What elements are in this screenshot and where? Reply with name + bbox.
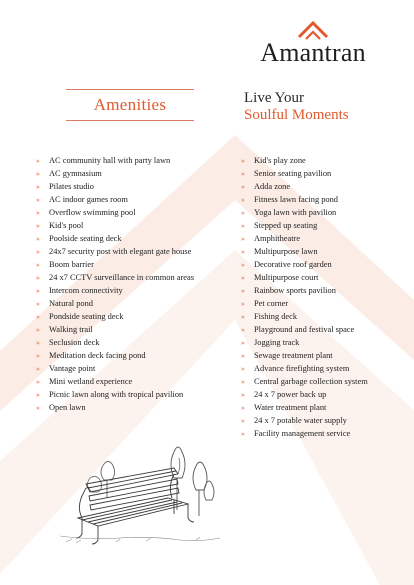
bullet-icon: »: [36, 299, 40, 308]
amenity-item: [241, 349, 411, 362]
amenity-item: [241, 219, 411, 232]
amenity-item: [241, 388, 411, 401]
amenity-item: [241, 206, 411, 219]
amenity-label: Senior seating pavilion: [254, 169, 332, 178]
amenity-label: Meditation deck facing pond: [49, 351, 146, 360]
bullet-icon: »: [241, 195, 245, 204]
bullet-icon: »: [36, 312, 40, 321]
amenity-label: Central garbage collection system: [254, 377, 368, 386]
bullet-icon: »: [241, 351, 245, 360]
amenity-item: [241, 414, 411, 427]
amenity-item: [36, 310, 236, 323]
amenity-label: AC indoor games room: [49, 195, 128, 204]
amenity-label: Boom barrier: [49, 260, 94, 269]
bullet-icon: »: [36, 221, 40, 230]
bullet-icon: »: [241, 273, 245, 282]
bullet-icon: »: [241, 325, 245, 334]
amenity-label: 24x7 security post with elegant gate house: [49, 247, 192, 256]
bullet-icon: »: [241, 377, 245, 386]
bullet-icon: »: [36, 338, 40, 347]
amenity-item: [36, 258, 236, 271]
amenity-label: Vantage point: [49, 364, 96, 373]
title-rule-top: [66, 89, 194, 90]
bullet-icon: »: [241, 221, 245, 230]
amenity-label: Jogging track: [254, 338, 300, 347]
amenity-item: [36, 323, 236, 336]
bullet-icon: »: [36, 286, 40, 295]
bullet-icon: »: [36, 377, 40, 386]
amenity-item: [36, 154, 236, 167]
amenity-label: Pondside seating deck: [49, 312, 124, 321]
bullet-icon: »: [36, 351, 40, 360]
amenity-label: Amphitheatre: [254, 234, 301, 243]
amenity-item: [241, 310, 411, 323]
section-title: Amenities: [93, 95, 167, 114]
amenity-item: [241, 427, 411, 440]
amenity-item: [36, 193, 236, 206]
amenity-label: Yoga lawn with pavilion: [254, 208, 337, 217]
amenity-label: Facility management service: [254, 429, 351, 438]
amenity-label: Sewage treatment plant: [254, 351, 333, 360]
amenity-label: Stepped up seating: [254, 221, 318, 230]
amenity-label: Pet corner: [254, 299, 289, 308]
amenity-item: [241, 167, 411, 180]
bullet-icon: »: [36, 364, 40, 373]
bullet-icon: »: [241, 403, 245, 412]
section-title-box: [66, 89, 194, 121]
tagline-line-1: Live Your: [244, 90, 305, 106]
amenity-label: Multipurpose court: [254, 273, 319, 282]
amenity-label: Decorative roof garden: [254, 260, 332, 269]
amenity-label: Kid's play zone: [254, 156, 306, 165]
amenity-item: [241, 297, 411, 310]
amenity-label: 24 x7 CCTV surveillance in common areas: [49, 273, 194, 282]
amenity-item: [36, 180, 236, 193]
amenity-item: [36, 375, 236, 388]
amenity-label: Fitness lawn facing pond: [254, 195, 338, 204]
bullet-icon: »: [241, 299, 245, 308]
bullet-icon: »: [36, 208, 40, 217]
amenity-label: Fishing deck: [254, 312, 298, 321]
amenity-item: [36, 349, 236, 362]
bullet-icon: »: [241, 247, 245, 256]
amenity-item: [241, 154, 411, 167]
bullet-icon: »: [241, 156, 245, 165]
amenity-label: Playground and festival space: [254, 325, 355, 334]
tagline: [244, 90, 404, 124]
amenity-item: [36, 271, 236, 284]
bullet-icon: »: [36, 169, 40, 178]
bullet-icon: »: [241, 390, 245, 399]
amenity-label: Kid's pool: [49, 221, 84, 230]
amenity-label: Walking trail: [49, 325, 93, 334]
bullet-icon: »: [36, 156, 40, 165]
amenity-label: Multipurpose lawn: [254, 247, 318, 256]
amenity-label: Open lawn: [49, 403, 86, 412]
amenity-item: [241, 271, 411, 284]
amenity-item: [241, 193, 411, 206]
bullet-icon: »: [241, 416, 245, 425]
amenity-item: [241, 362, 411, 375]
amenity-item: [241, 336, 411, 349]
amenity-label: Mini wetland experience: [49, 377, 133, 386]
bullet-icon: »: [241, 286, 245, 295]
amenity-label: Poolside seating deck: [49, 234, 122, 243]
bullet-icon: »: [241, 182, 245, 191]
brand-logo: [238, 20, 388, 66]
amenity-item: [241, 258, 411, 271]
amenity-item: [36, 245, 236, 258]
brand-name: Amantran: [260, 38, 366, 67]
bullet-icon: »: [36, 247, 40, 256]
amenity-item: [241, 375, 411, 388]
amenity-label: Advance firefighting system: [254, 364, 350, 373]
amenity-label: Pilates studio: [49, 182, 94, 191]
logo-chevron-icon: [296, 20, 330, 40]
bullet-icon: »: [241, 208, 245, 217]
title-rule-bottom: [66, 120, 194, 121]
tagline-line-2: Soulful Moments: [244, 107, 349, 123]
bullet-icon: »: [36, 273, 40, 282]
bullet-icon: »: [241, 169, 245, 178]
bullet-icon: »: [36, 390, 40, 399]
amenity-label: Overflow swimming pool: [49, 208, 136, 217]
amenity-item: [241, 232, 411, 245]
park-bench-illustration: [56, 418, 226, 548]
amenity-item: [36, 336, 236, 349]
amenity-item: [36, 284, 236, 297]
amenity-label: Natural pond: [49, 299, 93, 308]
amenity-label: 24 x 7 potable water supply: [254, 416, 347, 425]
amenity-item: [36, 206, 236, 219]
bullet-icon: »: [36, 403, 40, 412]
bullet-icon: »: [36, 325, 40, 334]
amenity-label: 24 x 7 power back up: [254, 390, 327, 399]
bullet-icon: »: [241, 312, 245, 321]
amenity-label: Water treatment plant: [254, 403, 327, 412]
amenity-item: [36, 362, 236, 375]
amenity-label: Intercom connectivity: [49, 286, 123, 295]
amenity-item: [36, 232, 236, 245]
amenity-item: [241, 323, 411, 336]
bullet-icon: »: [241, 429, 245, 438]
amenity-label: Seclusion deck: [49, 338, 100, 347]
bullet-icon: »: [36, 182, 40, 191]
bullet-icon: »: [241, 234, 245, 243]
bullet-icon: »: [36, 260, 40, 269]
amenity-item: [36, 167, 236, 180]
amenity-item: [36, 219, 236, 232]
bullet-icon: »: [241, 260, 245, 269]
amenity-label: AC community hall with party lawn: [49, 156, 171, 165]
amenities-list-left: [36, 154, 236, 414]
bullet-icon: »: [36, 195, 40, 204]
bullet-icon: »: [36, 234, 40, 243]
amenity-label: AC gymnasium: [49, 169, 102, 178]
bullet-icon: »: [241, 364, 245, 373]
amenity-label: Rainbow sports pavilion: [254, 286, 336, 295]
amenity-item: [36, 388, 236, 401]
amenity-item: [241, 180, 411, 193]
amenity-label: Adda zone: [254, 182, 291, 191]
amenity-item: [36, 297, 236, 310]
amenity-item: [241, 245, 411, 258]
amenity-label: Picnic lawn along with tropical pavilion: [49, 390, 184, 399]
bullet-icon: »: [241, 338, 245, 347]
amenity-item: [241, 401, 411, 414]
amenity-item: [36, 401, 236, 414]
amenities-list-right: [241, 154, 411, 440]
amenity-item: [241, 284, 411, 297]
